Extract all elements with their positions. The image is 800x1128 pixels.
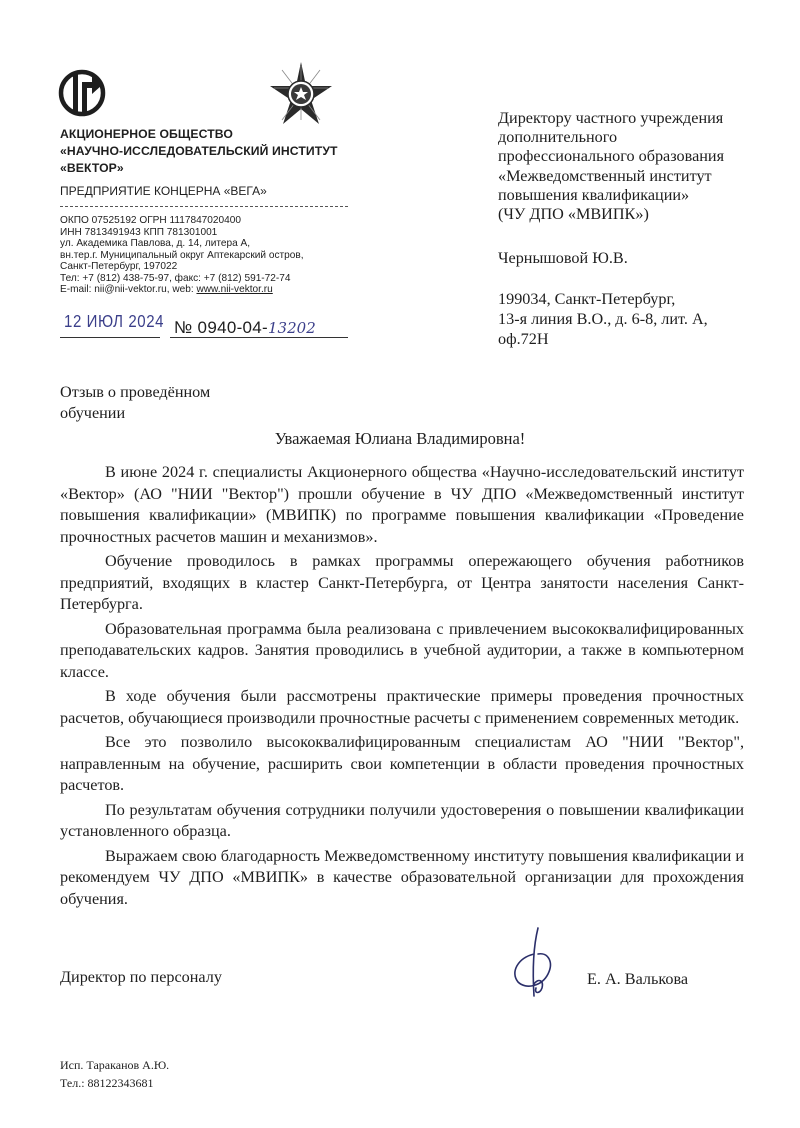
org-name-line1: АКЦИОНЕРНОЕ ОБЩЕСТВО [60, 127, 233, 141]
email-label: E-mail: [60, 284, 95, 295]
addressee-line: «Межведомственный институт [498, 166, 712, 185]
number-underline [170, 337, 348, 338]
addressee-block [498, 109, 724, 224]
registration-number-prefix: № 0940-04- [174, 318, 269, 337]
web-label: , web: [166, 284, 197, 295]
org-name-line2: «НАУЧНО-ИССЛЕДОВАТЕЛЬСКИЙ ИНСТИТУТ [60, 144, 338, 158]
body-paragraph: Все это позволило высококвалифицированным специалистам АО "НИИ "Вектор", направленным на обучение, расширить свои компетенции в области проведения прочностных расчетов. [60, 733, 744, 794]
requisites-line: вн.тер.г. Муниципальный округ Аптекарский остров, [60, 249, 304, 261]
signatory-title: Директор по персоналу [60, 968, 222, 986]
org-name-line3: «ВЕКТОР» [60, 161, 124, 175]
letter-body [60, 462, 744, 913]
subject-line: обучении [60, 403, 126, 422]
body-paragraph: По результатам обучения сотрудники получили удостоверения о повышении квалификации установленного образца. [60, 800, 744, 840]
email-link[interactable]: nii@nii-vektor.ru [94, 284, 167, 295]
body-paragraph: Образовательная программа была реализована с привлечением высококвалифицированных преподавательских кадров. Занятия проводились в учебной аудитории, а также в компьютерном классе. [60, 619, 744, 681]
organization-name [60, 126, 338, 177]
requisites-line: Тел: +7 (812) 438-75-97, факс: +7 (812) 591-72-74 [60, 272, 291, 284]
subject-line: Отзыв о проведённом [60, 383, 211, 401]
addressee-line: (ЧУ ДПО «МВИПК») [498, 205, 649, 224]
date-underline [60, 337, 160, 338]
signatory-name: Е. А. Валькова [587, 970, 689, 988]
requisites-contact-line [60, 284, 304, 296]
letter-subject [60, 382, 210, 423]
body-paragraph: В ходе обучения были рассмотрены практические примеры проведения прочностных расчетов, обучающиеся производили прочностные расчеты с применением современных методик. [60, 687, 744, 727]
stamp-date: 12 ИЮЛ 2024 [64, 312, 165, 332]
order-emblem [268, 60, 334, 126]
body-paragraph: Обучение проводилось в рамках программы опережающего обучения работников предприятий, входящих в кластер Санкт-Петербурга, от Центра занятости населения Санкт-Петербурга. [60, 552, 744, 613]
concern-name: ПРЕДПРИЯТИЕ КОНЦЕРНА «ВЕГА» [60, 184, 267, 198]
executor-name: Исп. Тараканов А.Ю. [60, 1058, 170, 1072]
letterhead-divider [60, 206, 348, 207]
organization-requisites [60, 215, 304, 296]
executor-info [60, 1056, 169, 1092]
body-paragraph: Выражаем свою благодарность Межведомственному институту повышения квалификации и рекомендуем ЧУ ДПО «МВИПК» в качестве образовательной организации для прохождения обучения. [60, 846, 744, 908]
address-line: оф.72Н [498, 330, 549, 348]
addressee-line: профессионального образования [498, 147, 725, 166]
addressee-name: Чернышовой Ю.В. [498, 249, 628, 267]
address-line: 13-я линия В.О., д. 6-8, лит. А, [498, 310, 708, 328]
addressee-line: Директору частного учреждения [498, 109, 724, 127]
requisites-line: Санкт-Петербург, 197022 [60, 261, 178, 272]
executor-phone: Тел.: 88122343681 [60, 1076, 154, 1090]
requisites-line: ОКПО 07525192 ОГРН 1117847020400 [60, 215, 241, 226]
requisites-line: ИНН 7813491943 КПП 781301001 [60, 226, 218, 238]
registration-number [174, 318, 316, 338]
company-logo [58, 68, 114, 118]
greeting: Уважаемая Юлиана Владимировна! [274, 429, 526, 448]
addressee-line: дополнительного [498, 128, 618, 147]
addressee-postal-address [498, 289, 708, 349]
requisites-line: ул. Академика Павлова, д. 14, литера А, [60, 238, 251, 249]
web-link[interactable]: www.nii-vektor.ru [196, 284, 273, 295]
handwritten-signature [498, 924, 578, 1004]
registration-number-handwritten: 13202 [268, 319, 316, 337]
addressee-line: повышения квалификации» [498, 185, 690, 204]
body-paragraph: В июне 2024 г. специалисты Акционерного общества «Научно-исследовательский институт «Вектор» (АО "НИИ "Вектор") прошли обучение в ЧУ ДПО «Межведомственный институт повышения квалификации» (МВИПК) по программе повышения квалификации «Проведение прочностных расчетов машин и механизмов». [60, 463, 744, 546]
address-line: 199034, Санкт-Петербург, [498, 290, 676, 308]
